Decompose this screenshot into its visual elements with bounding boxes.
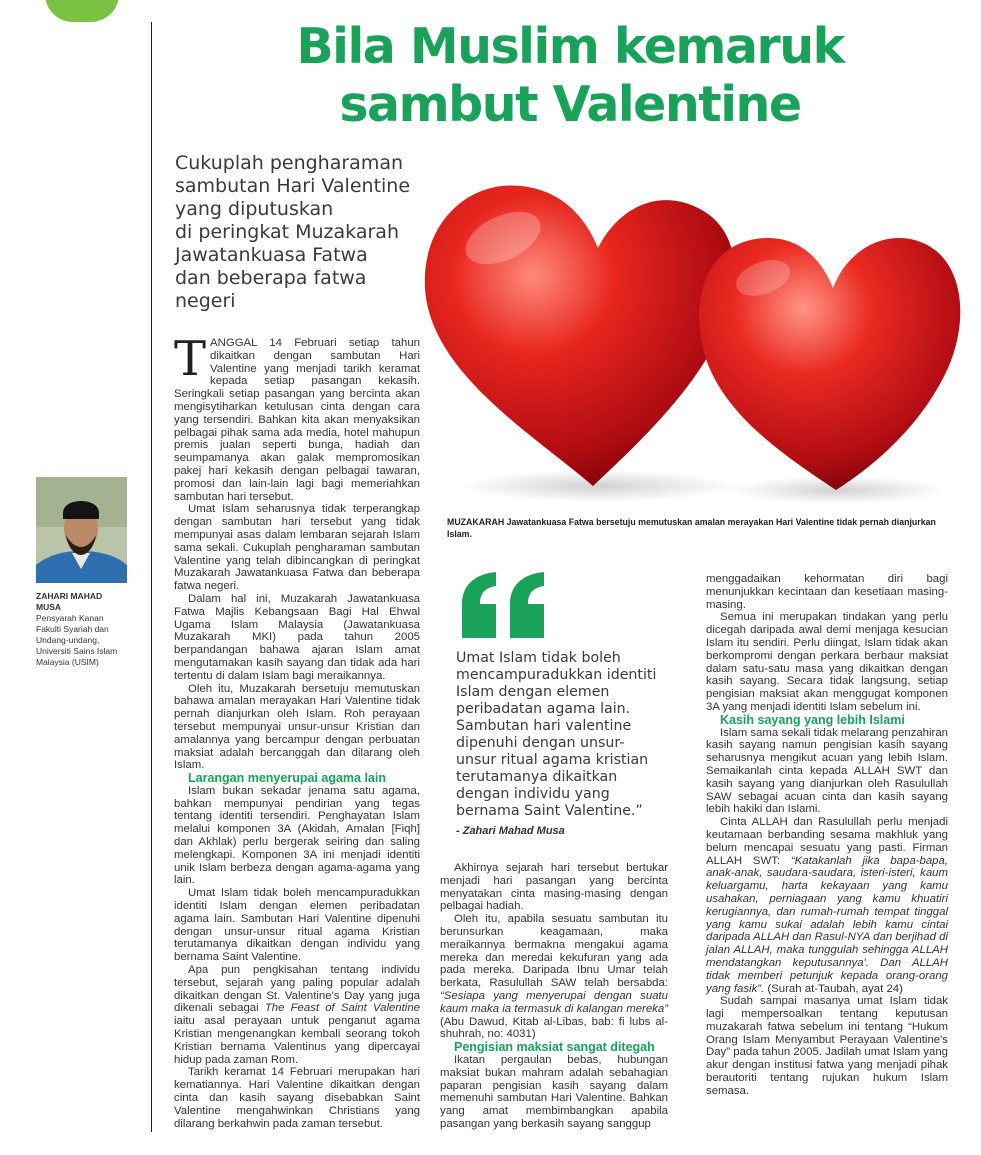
paragraph-text: Apa pun pengkisahan tentang individu tersebut, sejarah yang paling popular adalah dikaitkan dengan St. Valentine's Day yang juga dikenali sebagai	[174, 964, 420, 1015]
author-photo	[36, 477, 127, 583]
pull-quote-line: mencampuradukkan identiti	[456, 667, 657, 683]
paragraph	[706, 816, 948, 995]
paragraph: Akhirnya sejarah hari tersebut bertukar menjadi hari pasangan yang bercinta menyatakan cinta masing-masing dengan pelbagai hadiah.	[440, 862, 668, 913]
decorative-green-arc	[45, 0, 119, 22]
paragraph: menggadaikan kehormatan diri bagi menunjukkan kecintaan dan kesetiaan masing-masing.	[706, 573, 948, 611]
article-column-4	[706, 573, 948, 1098]
pull-quote-line: terutamanya dikaitkan	[456, 769, 618, 785]
paragraph	[174, 964, 420, 1066]
quote-mark-icon	[454, 570, 554, 640]
standfirst-line: di peringkat Muzakarah	[175, 221, 399, 243]
standfirst-line: Cukuplah pengharaman	[175, 152, 404, 174]
paragraph-text: ANGGAL 14 Februari setiap tahun dikaitkan dengan sambutan Hari Valentine yang menjadi tarikh keramat kepada setiap pasangan kekasih. Seringkali setiap pasangan yang bercinta akan mengisytiharkan ketulusan cinta dengan cara yang tersendiri. Bahkan kita akan menyaksikan pelbagai pihak sama ada media, hotel mahupun premis jualan seperti bunga, hadiah dan seumpamanya akan galak mempromosikan pakej hari kekasih dengan pelbagai tawaran, promosi dan lain-lain lagi bagi memeriahkan sambutan hari tersebut.	[174, 337, 420, 503]
emphasis-text: “Katakanlah jika bapa-bapa, anak-anak, saudara-saudara, isteri-isteri, kaum keluargamu, harta kekayaan yang kamu usahakan, perniagaan yang kamu khuatiri kerugiannya, dan rumah-rumah tempat tinggal yang kamu sukai adalah lebih kamu cintai daripada ALLAH dan Rasul-NYA dan berjihad di jalan ALLAH, maka tunggulah sehingga ALLAH mendatangkan keputusannya'. Dan ALLAH tidak memberi petunjuk kepada orang-orang yang fasik”.	[706, 854, 948, 995]
pull-quote-line: bernama Saint Valentine.”	[456, 803, 643, 819]
article-column-1	[174, 331, 421, 1130]
paragraph	[174, 331, 420, 503]
pull-quote-attribution: - Zahari Mahad Musa	[456, 825, 565, 837]
subheading: Pengisian maksiat sangat ditegah	[454, 1040, 655, 1055]
subheading: Larangan menyerupai agama lain	[188, 771, 386, 786]
author-role: Undang-undang,	[36, 635, 100, 645]
article-column-3	[440, 862, 668, 1131]
hearts-illustration	[418, 168, 965, 508]
paragraph: Islam sama sekali tidak melarang penzahiran kasih sayang namun pengisian kasih sayang seharusnya mengikut acuan yang lebih Islam. Semaikanlah cinta kepada ALLAH SWT dan kasih sayang yang dianjurkan oleh Rasulullah SAW sebagai acuan cinta dan kasih sayang lebih hakiki dan Islami.	[706, 726, 948, 816]
paragraph-text: Oleh itu, apabila sesuatu sambutan itu berunsurkan keagamaan, maka meraikannya bermakna mengakui agama mereka dan meredai kekufuran yang ada pada mereka. Daripada Ibnu Umar telah berkata, Rasulullah SAW telah bersabda:	[440, 913, 668, 990]
author-name: MUSA	[36, 602, 62, 612]
standfirst-line: negeri	[175, 290, 236, 312]
headline-line-2: sambut Valentine	[339, 76, 801, 133]
paragraph	[440, 913, 668, 1041]
standfirst-line: sambutan Hari Valentine	[175, 175, 411, 197]
drop-cap: T	[174, 331, 207, 387]
paragraph-text: (Abu Dawud, Kitab al-Libas, bab: fi lubs al-shuhrah, no: 4031)	[440, 1015, 668, 1041]
pull-quote-line: unsur ritual agama kristian	[456, 752, 649, 768]
headline-line-1: Bila Muslim kemaruk	[296, 18, 844, 75]
author-role: Pensyarah Kanan	[36, 613, 104, 623]
paragraph: Dalam hal ini, Muzakarah Jawatankuasa Fatwa Majlis Kebangsaan Bagi Hal Ehwal Ugama Islam Malaysia (Jawatankuasa Muzakarah MKI) pada tahun 2005 berpandangan bahawa ajaran Islam amat mengutamakan kasih sayang dan tidak ada hari tertentu di dalam Islam bagi meraikannya.	[174, 592, 420, 682]
emphasis-text: “Sesiapa yang menyerupai dengan suatu kaum maka ia termasuk di kalangan mereka”	[440, 989, 668, 1015]
pull-quote-line: Sambutan hari valentine	[456, 718, 632, 734]
paragraph: Umat Islam tidak boleh mencampuradukkan identiti Islam dengan elemen peribadatan agama lain. Sambutan Hari Valentine dipenuhi dengan unsur-unsur ritual agama Kristian terutamanya dikaitkan dengan individu yang bernama Saint Valentine.	[174, 887, 420, 964]
standfirst-line: dan beberapa fatwa	[175, 267, 367, 289]
right-heart	[699, 238, 960, 490]
paragraph: Tarikh keramat 14 Februari merupakan hari kematiannya. Hari Valentine dikaitkan dengan cinta dan kasih sayang disebabkan Saint Valentine mengahwinkan Christians yang dilarang berkahwin pada zaman tersebut.	[174, 1066, 420, 1130]
headline	[180, 18, 960, 134]
pull-quote	[456, 650, 666, 820]
paragraph-text: (Surah at-Taubah, ayat 24)	[764, 982, 903, 995]
standfirst-line: yang diputuskan	[175, 198, 334, 220]
author-byline	[36, 591, 148, 668]
paragraph-text: iaitu asal perayaan untuk penganut agama Kristian mengenangkan kembali seorang tokoh Kristian bernama Valentinus yang dipercayai hidup pada zaman Rom.	[174, 1015, 420, 1066]
paragraph: Oleh itu, Muzakarah bersetuju memutuskan bahawa amalan merayakan Hari Valentine tidak pernah dianjurkan oleh Islam. Roh perayaan tersebut mempunyai unsur-unsur Kristian dan amalannya yang bercampur dengan perbuatan maksiat adalah bercanggah dan dilarang oleh Islam.	[174, 682, 420, 772]
pull-quote-line: Islam dengan elemen	[456, 684, 610, 700]
paragraph: Islam bukan sekadar jenama satu agama, bahkan mempunyai pendirian yang tegas tentang identiti tersendiri. Penghayatan Islam melalui komponen 3A (Akidah, Amalan [Fiqh] dan Akhlak) perlu bergerak seiring dan saling melengkapi. Komponen 3A ini menjadi identiti unik Islam berbeza dengan agama-agama yang lain.	[174, 784, 420, 887]
left-heart	[425, 186, 735, 486]
column-divider	[151, 22, 152, 1132]
image-caption: MUZAKARAH Jawatankuasa Fatwa bersetuju memutuskan amalan merayakan Hari Valentine tidak pernah dianjurkan Islam.	[447, 517, 936, 539]
standfirst-line: Jawatankuasa Fatwa	[175, 244, 368, 266]
author-role: Fakulti Syariah dan	[36, 624, 109, 634]
paragraph: Semua ini merupakan tindakan yang perlu dicegah daripada awal demi menjaga kesucian Islam itu sendiri. Perlu diingat, Islam tidak akan berkompromi dengan perkara berbaur maksiat dalam satu-satu masa yang dikaitkan dengan kasih sayang. Secara tidak langsung, setiap pengisian maksiat akan menggugat komponen 3A yang menjadi identiti Islam sebelum ini.	[706, 611, 948, 713]
pull-quote-line: peribadatan agama lain.	[456, 701, 631, 717]
author-name: ZAHARI MAHAD	[36, 591, 103, 601]
emphasis-text: The Feast of Saint Valentine	[264, 1002, 421, 1015]
pull-quote-line: Umat Islam tidak boleh	[456, 650, 621, 666]
author-role: Malaysia (USIM)	[36, 657, 99, 667]
pull-quote-line: dipenuhi dengan unsur-	[456, 735, 625, 751]
subheading: Kasih sayang yang lebih Islami	[720, 712, 905, 727]
paragraph: Ikatan pergaulan bebas, hubungan maksiat bukan mahram adalah sebahagian paparan pengisian kasih sayang dalam memenuhi sambutan Hari Valentine. Bahkan yang amat membimbangkan apabila pasangan yang berkasih sayang sanggup	[440, 1053, 668, 1130]
pull-quote-line: dengan individu yang	[456, 786, 610, 802]
paragraph-text: Cinta ALLAH dan Rasulullah perlu menjadi keutamaan berbanding sesama makhluk yang belum mencapai sesuatu yang pasti. Firman ALLAH SWT:	[706, 816, 948, 867]
author-role: Universiti Sains Islam	[36, 646, 118, 656]
paragraph: Sudah sampai masanya umat Islam tidak lagi mempersoalkan tentang keputusan muzakarah fatwa sebelum ini tentang “Hukum Orang Islam Menyambut Perayaan Valentine's Day” pada tahun 2005. Jadilah umat Islam yang akur dengan institusi fatwa yang menjadi pihak berautoriti tentang rujukan hukum Islam semasa.	[706, 995, 948, 1097]
paragraph: Umat Islam seharusnya tidak terperangkap dengan sambutan hari tersebut yang tidak mempunyai asas dalam lembaran sejarah Islam sama sekali. Cukuplah pengharaman sambutan Valentine yang telah dibincangkan di peringkat Muzakarah Jawatankuasa Fatwa dan beberapa fatwa negeri.	[174, 503, 420, 593]
standfirst	[175, 152, 425, 313]
